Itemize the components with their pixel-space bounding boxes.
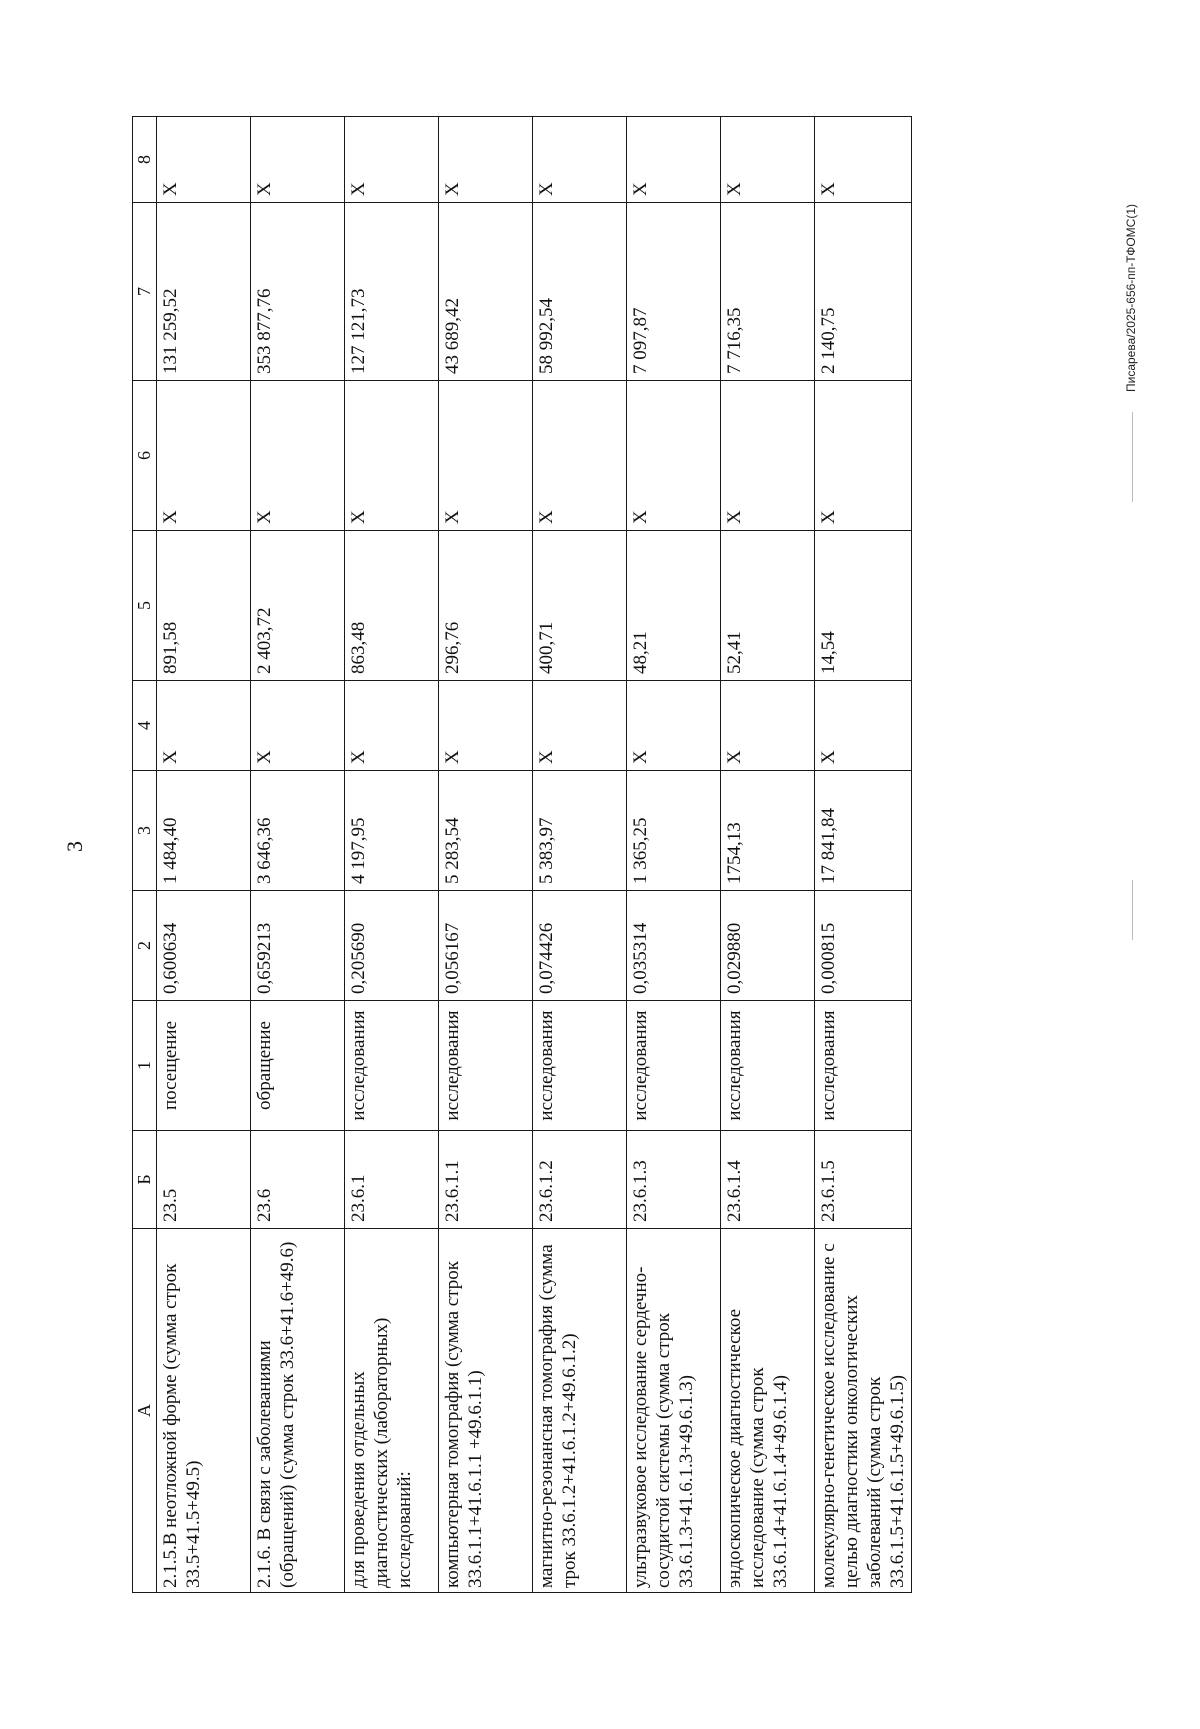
row-name: для проведения отдельных диагностических (лабораторных) исследований:	[345, 1229, 439, 1593]
cell-col2: 0,000815	[815, 891, 912, 1001]
cell-col3: 1 365,25	[627, 771, 721, 891]
cell-col6: Х	[815, 381, 912, 531]
table-row	[345, 117, 439, 1593]
cell-col4: Х	[251, 681, 345, 771]
cell-col3: 17 841,84	[815, 771, 912, 891]
row-name: молекулярно-генетическое исследование с целью диагностики онкологических заболеваний (сумма строк 33.6.1.5+41.6.1.5+49.6.1.5)	[815, 1229, 912, 1593]
cell-col2: 0,029880	[721, 891, 815, 1001]
table-row	[251, 117, 345, 1593]
col-header: 4	[133, 681, 157, 771]
cell-col5: 863,48	[345, 531, 439, 681]
cell-col2: 0,659213	[251, 891, 345, 1001]
cell-col8: Х	[815, 117, 912, 203]
cell-col7: 7 097,87	[627, 203, 721, 381]
col-header: А	[133, 1229, 157, 1593]
cell-col4: Х	[533, 681, 627, 771]
table-row	[157, 117, 251, 1593]
row-code: 23.6.1.3	[627, 1131, 721, 1229]
row-unit: исследования	[345, 1001, 439, 1131]
document-footer-id: Писарева/2025-656-пп-ТФОМС(1)	[1124, 203, 1138, 392]
cell-col4: Х	[157, 681, 251, 771]
cell-col2: 0,600634	[157, 891, 251, 1001]
table-row	[533, 117, 627, 1593]
row-code: 23.6.1.5	[815, 1131, 912, 1229]
cell-col8: Х	[627, 117, 721, 203]
cell-col3: 1754,13	[721, 771, 815, 891]
row-name: 2.1.6. В связи с заболеваниями (обращений) (сумма строк 33.6+41.6+49.6)	[251, 1229, 345, 1593]
cell-col5: 296,76	[439, 531, 533, 681]
cell-col2: 0,074426	[533, 891, 627, 1001]
col-header: 2	[133, 891, 157, 1001]
row-unit: обращение	[251, 1001, 345, 1131]
cell-col3: 1 484,40	[157, 771, 251, 891]
cell-col8: Х	[345, 117, 439, 203]
cell-col6: Х	[627, 381, 721, 531]
cell-col4: Х	[721, 681, 815, 771]
table-row	[627, 117, 721, 1593]
row-name: магнитно-резонансная томография (сумма трок 33.6.1.2+41.6.1.2+49.6.1.2)	[533, 1229, 627, 1593]
col-header: 3	[133, 771, 157, 891]
cell-col4: Х	[439, 681, 533, 771]
cell-col8: Х	[721, 117, 815, 203]
row-code: 23.6.1.1	[439, 1131, 533, 1229]
row-code: 23.6.1.4	[721, 1131, 815, 1229]
cell-col7: 2 140,75	[815, 203, 912, 381]
cell-col7: 127 121,73	[345, 203, 439, 381]
row-name: 2.1.5.В неотложной форме (сумма строк 33.5+41.5+49.5)	[157, 1229, 251, 1593]
cell-col3: 5 383,97	[533, 771, 627, 891]
cell-col6: Х	[251, 381, 345, 531]
signature-line	[1132, 412, 1133, 502]
row-unit: исследования	[533, 1001, 627, 1131]
cell-col2: 0,035314	[627, 891, 721, 1001]
cell-col3: 5 283,54	[439, 771, 533, 891]
cell-col7: 43 689,42	[439, 203, 533, 381]
table-header-row	[133, 117, 157, 1593]
cell-col5: 14,54	[815, 531, 912, 681]
cell-col3: 4 197,95	[345, 771, 439, 891]
cell-col4: Х	[345, 681, 439, 771]
row-name: компьютерная томография (сумма строк 33.6.1.1+41.6.1.1 +49.6.1.1)	[439, 1229, 533, 1593]
cell-col8: Х	[157, 117, 251, 203]
cell-col6: Х	[721, 381, 815, 531]
cell-col6: Х	[533, 381, 627, 531]
row-code: 23.5	[157, 1131, 251, 1229]
cell-col4: Х	[627, 681, 721, 771]
row-code: 23.6.1.2	[533, 1131, 627, 1229]
row-code: 23.6.1	[345, 1131, 439, 1229]
row-unit: исследования	[439, 1001, 533, 1131]
col-header: 5	[133, 531, 157, 681]
cell-col8: Х	[439, 117, 533, 203]
rotated-table-container	[132, 117, 1017, 1593]
page-number: 3	[62, 841, 87, 852]
cell-col2: 0,205690	[345, 891, 439, 1001]
cell-col6: Х	[439, 381, 533, 531]
row-name: ультразвуковое исследование сердечно-сосудистой системы (сумма строк 33.6.1.3+41.6.1.3+49.6.1.3)	[627, 1229, 721, 1593]
cell-col5: 2 403,72	[251, 531, 345, 681]
cell-col2: 0,056167	[439, 891, 533, 1001]
col-header: 8	[133, 117, 157, 203]
signature-line	[1132, 880, 1133, 940]
col-header: 7	[133, 203, 157, 381]
cell-col5: 400,71	[533, 531, 627, 681]
cell-col6: Х	[157, 381, 251, 531]
table-row	[721, 117, 815, 1593]
col-header: Б	[133, 1131, 157, 1229]
cell-col5: 891,58	[157, 531, 251, 681]
cell-col8: Х	[533, 117, 627, 203]
cell-col8: Х	[251, 117, 345, 203]
col-header: 1	[133, 1001, 157, 1131]
cell-col5: 52,41	[721, 531, 815, 681]
row-unit: исследования	[815, 1001, 912, 1131]
row-unit: посещение	[157, 1001, 251, 1131]
cell-col5: 48,21	[627, 531, 721, 681]
cell-col7: 58 992,54	[533, 203, 627, 381]
cell-col7: 131 259,52	[157, 203, 251, 381]
table-row	[439, 117, 533, 1593]
data-table	[132, 116, 912, 1593]
cell-col7: 353 877,76	[251, 203, 345, 381]
cell-col3: 3 646,36	[251, 771, 345, 891]
cell-col6: Х	[345, 381, 439, 531]
cell-col4: Х	[815, 681, 912, 771]
table-row	[815, 117, 912, 1593]
col-header: 6	[133, 381, 157, 531]
row-unit: исследования	[721, 1001, 815, 1131]
cell-col7: 7 716,35	[721, 203, 815, 381]
row-name: эндоскопическое диагностическое исследование (сумма строк 33.6.1.4+41.6.1.4+49.6.1.4)	[721, 1229, 815, 1593]
row-unit: исследования	[627, 1001, 721, 1131]
row-code: 23.6	[251, 1131, 345, 1229]
